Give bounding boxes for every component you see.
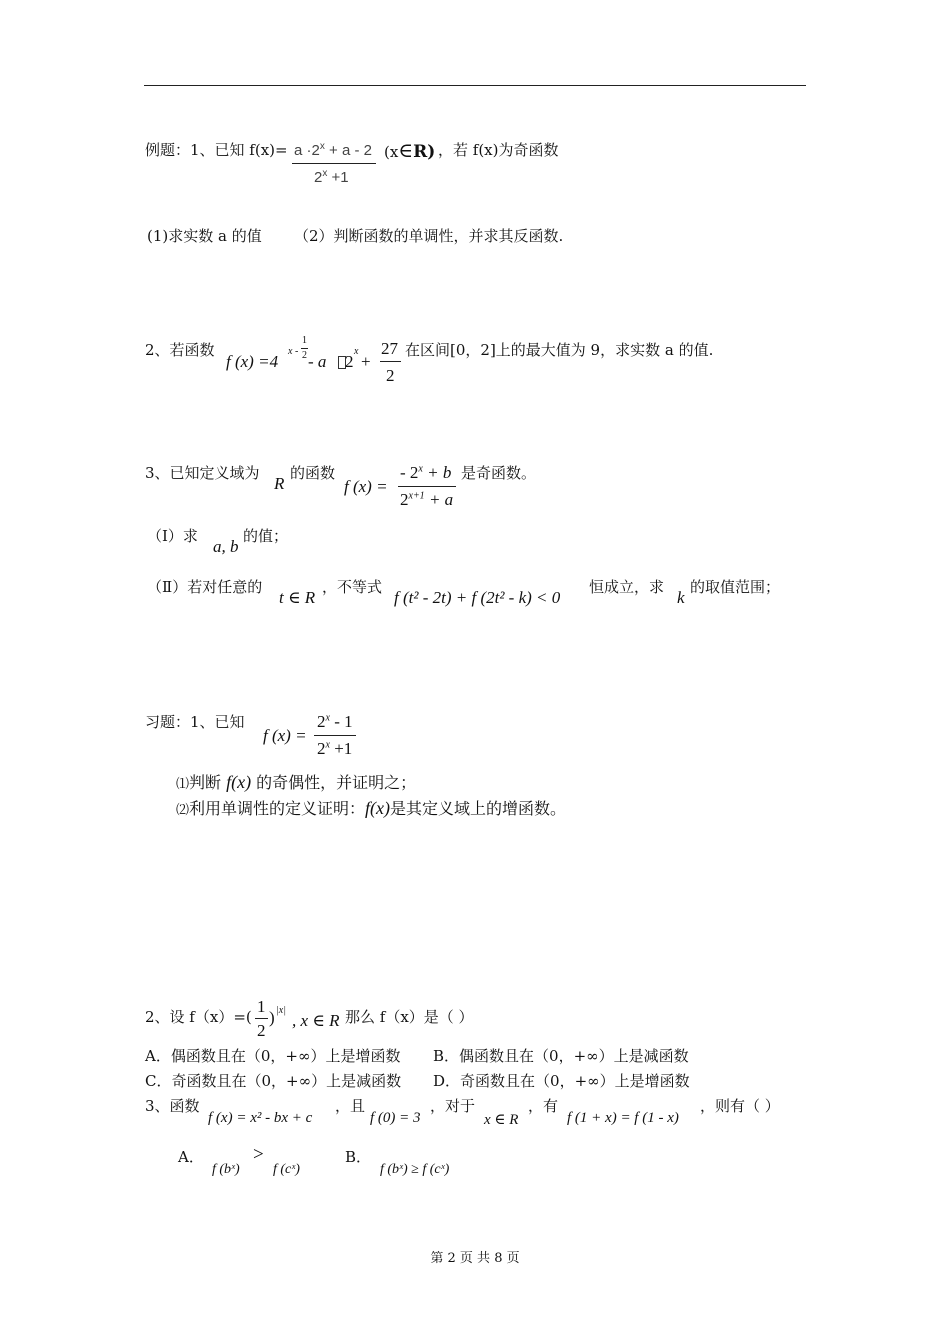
ex2-exp-den: 2 — [302, 350, 307, 361]
ex3-fx: f (x) = — [344, 477, 388, 496]
ex1-denominator: $2^x +1$ — [314, 168, 349, 186]
exercise1-item2: ⑵利用单调性的定义证明：f(x)是其定义域上的增函数。 — [176, 798, 567, 818]
exercise1-fraction-bar — [314, 735, 356, 736]
exercise3-mid1: ，且 — [335, 1097, 366, 1115]
ex1-domain: (x∈R) — [384, 138, 436, 162]
exercise2-exp: |x| — [276, 1005, 286, 1016]
exercise3-fx: f (x) = x² - bx + c — [208, 1110, 313, 1126]
ex3-prefix: 3、已知定义域为 — [145, 464, 260, 482]
exercise1-item1: ⑴判断 f(x) 的奇偶性，并证明之； — [176, 772, 417, 792]
examples-label: 例题： — [145, 141, 191, 159]
ex1-prefix: 1、已知 f(x)= — [190, 141, 288, 159]
exercise1-denominator: $2^x +1$ — [317, 739, 353, 758]
ex2-const-den: 2 — [386, 366, 395, 385]
ex3-part1-label: （Ⅰ）求 — [147, 527, 198, 545]
exercise2-close: ) — [269, 1008, 275, 1027]
ex3-fraction-bar — [398, 486, 456, 487]
exercise2-half-bar — [255, 1018, 268, 1019]
ex3-mid: 的函数 — [290, 464, 336, 482]
exercise1-numerator: 2$^x$ - 1 — [317, 712, 353, 731]
exercise3-symmetry: f (1 + x) = f (1 - x) — [567, 1110, 679, 1126]
ex3-R: R — [274, 474, 285, 493]
exercise2-prefix: 2、设 f（x）=( — [145, 1008, 252, 1026]
ex3-part1-vars: a, b — [213, 537, 239, 556]
exercise3-mid2: ，对于 — [430, 1097, 476, 1115]
exercise3-tail: ，则有（ ） — [700, 1097, 780, 1115]
exercise3-prefix: 3、函数 — [145, 1097, 200, 1115]
exercise1-prefix: 1、已知 — [190, 713, 245, 731]
exercise3-option-a-label: A． — [178, 1148, 204, 1166]
ex3-part2-inequality: f (t² - 2t) + f (2t² - k) < 0 — [394, 588, 561, 607]
exercise2-domain: , x ∈ R — [292, 1011, 340, 1030]
exercise2-half-den: 2 — [257, 1021, 266, 1040]
ex3-part2-label: （Ⅱ）若对任意的 — [147, 578, 263, 596]
exercise3-mid3: ，有 — [528, 1097, 559, 1115]
ex1-question-2: （2）判断函数的单调性，并求其反函数. — [294, 227, 564, 245]
ex3-suffix: 是奇函数。 — [461, 464, 537, 482]
exercise3-option-a-left: f (bˣ) — [212, 1162, 240, 1177]
exercise3-option-b-label: B． — [345, 1148, 372, 1166]
ex3-part2-k: k — [677, 588, 685, 607]
ex3-numerator: - $2^x + b$ — [400, 463, 452, 482]
ex1-suffix: ，若 f(x)为奇函数 — [438, 141, 559, 159]
exercise2-half-num: 1 — [257, 997, 266, 1016]
exercise3-xR: x ∈ R — [484, 1112, 519, 1128]
ex2-suffix: 在区间[0，2]上的最大值为 9，求实数 a 的值. — [405, 341, 714, 359]
ex3-part1-tail: 的值； — [243, 527, 289, 545]
ex1-question-1: (1)求实数 a 的值 — [147, 227, 262, 245]
page-footer: 第 2 页 共 8 页 — [430, 1251, 520, 1266]
exercise2-tail: 那么 f（x）是（ ） — [345, 1008, 474, 1026]
ex2-exp-num: 1 — [302, 335, 307, 346]
exercise2-option-d: D．奇函数且在（0，+∞）上是增函数 — [433, 1072, 690, 1090]
ex1-numerator: $a \cdot 2^x + a - 2$ — [294, 141, 372, 159]
exercise2-option-c: C．奇函数且在（0，+∞）上是减函数 — [145, 1072, 402, 1090]
ex2-minus-a: - a — [308, 352, 327, 371]
ex2-exp-bar — [301, 348, 308, 349]
exercise3-option-a-right: f (cˣ) — [273, 1162, 300, 1177]
exercise3-f0: f (0) = 3 — [370, 1110, 421, 1126]
exercises-label: 习题： — [145, 713, 191, 731]
ex2-fx: f (x) =4 — [226, 352, 279, 371]
ex3-part2-t: t ∈ R — [279, 588, 316, 607]
exercise2-option-a: A．偶函数且在（0，+∞）上是增函数 — [145, 1047, 401, 1065]
exercise1-fx: f (x) = — [263, 726, 307, 745]
ex2-const-bar — [380, 361, 401, 362]
ex2-prefix: 2、若函数 — [145, 341, 215, 359]
ex3-part2-tail: 的取值范围； — [690, 578, 781, 596]
ex2-exp-x: x - — [288, 346, 299, 357]
ex3-denominator: $2^{x+1} + a$ — [400, 490, 454, 509]
ex3-part2-mid2: 恒成立，求 — [589, 578, 665, 596]
ex1-fraction-bar — [292, 163, 376, 164]
ex3-part2-mid: ，不等式 — [322, 578, 383, 596]
exercise2-option-b: B．偶函数且在（0，+∞）上是减函数 — [433, 1047, 689, 1065]
ex2-two-sup: x — [354, 346, 359, 357]
header-rule — [144, 85, 806, 86]
ex2-const-num: 27 — [381, 339, 398, 358]
ex2-plus: + — [361, 352, 371, 371]
ex2-two: 2 — [345, 352, 354, 371]
exercise3-option-b-expr: f (bˣ) ≥ f (cˣ) — [380, 1162, 450, 1177]
exercise3-option-a-op: > — [253, 1144, 264, 1165]
